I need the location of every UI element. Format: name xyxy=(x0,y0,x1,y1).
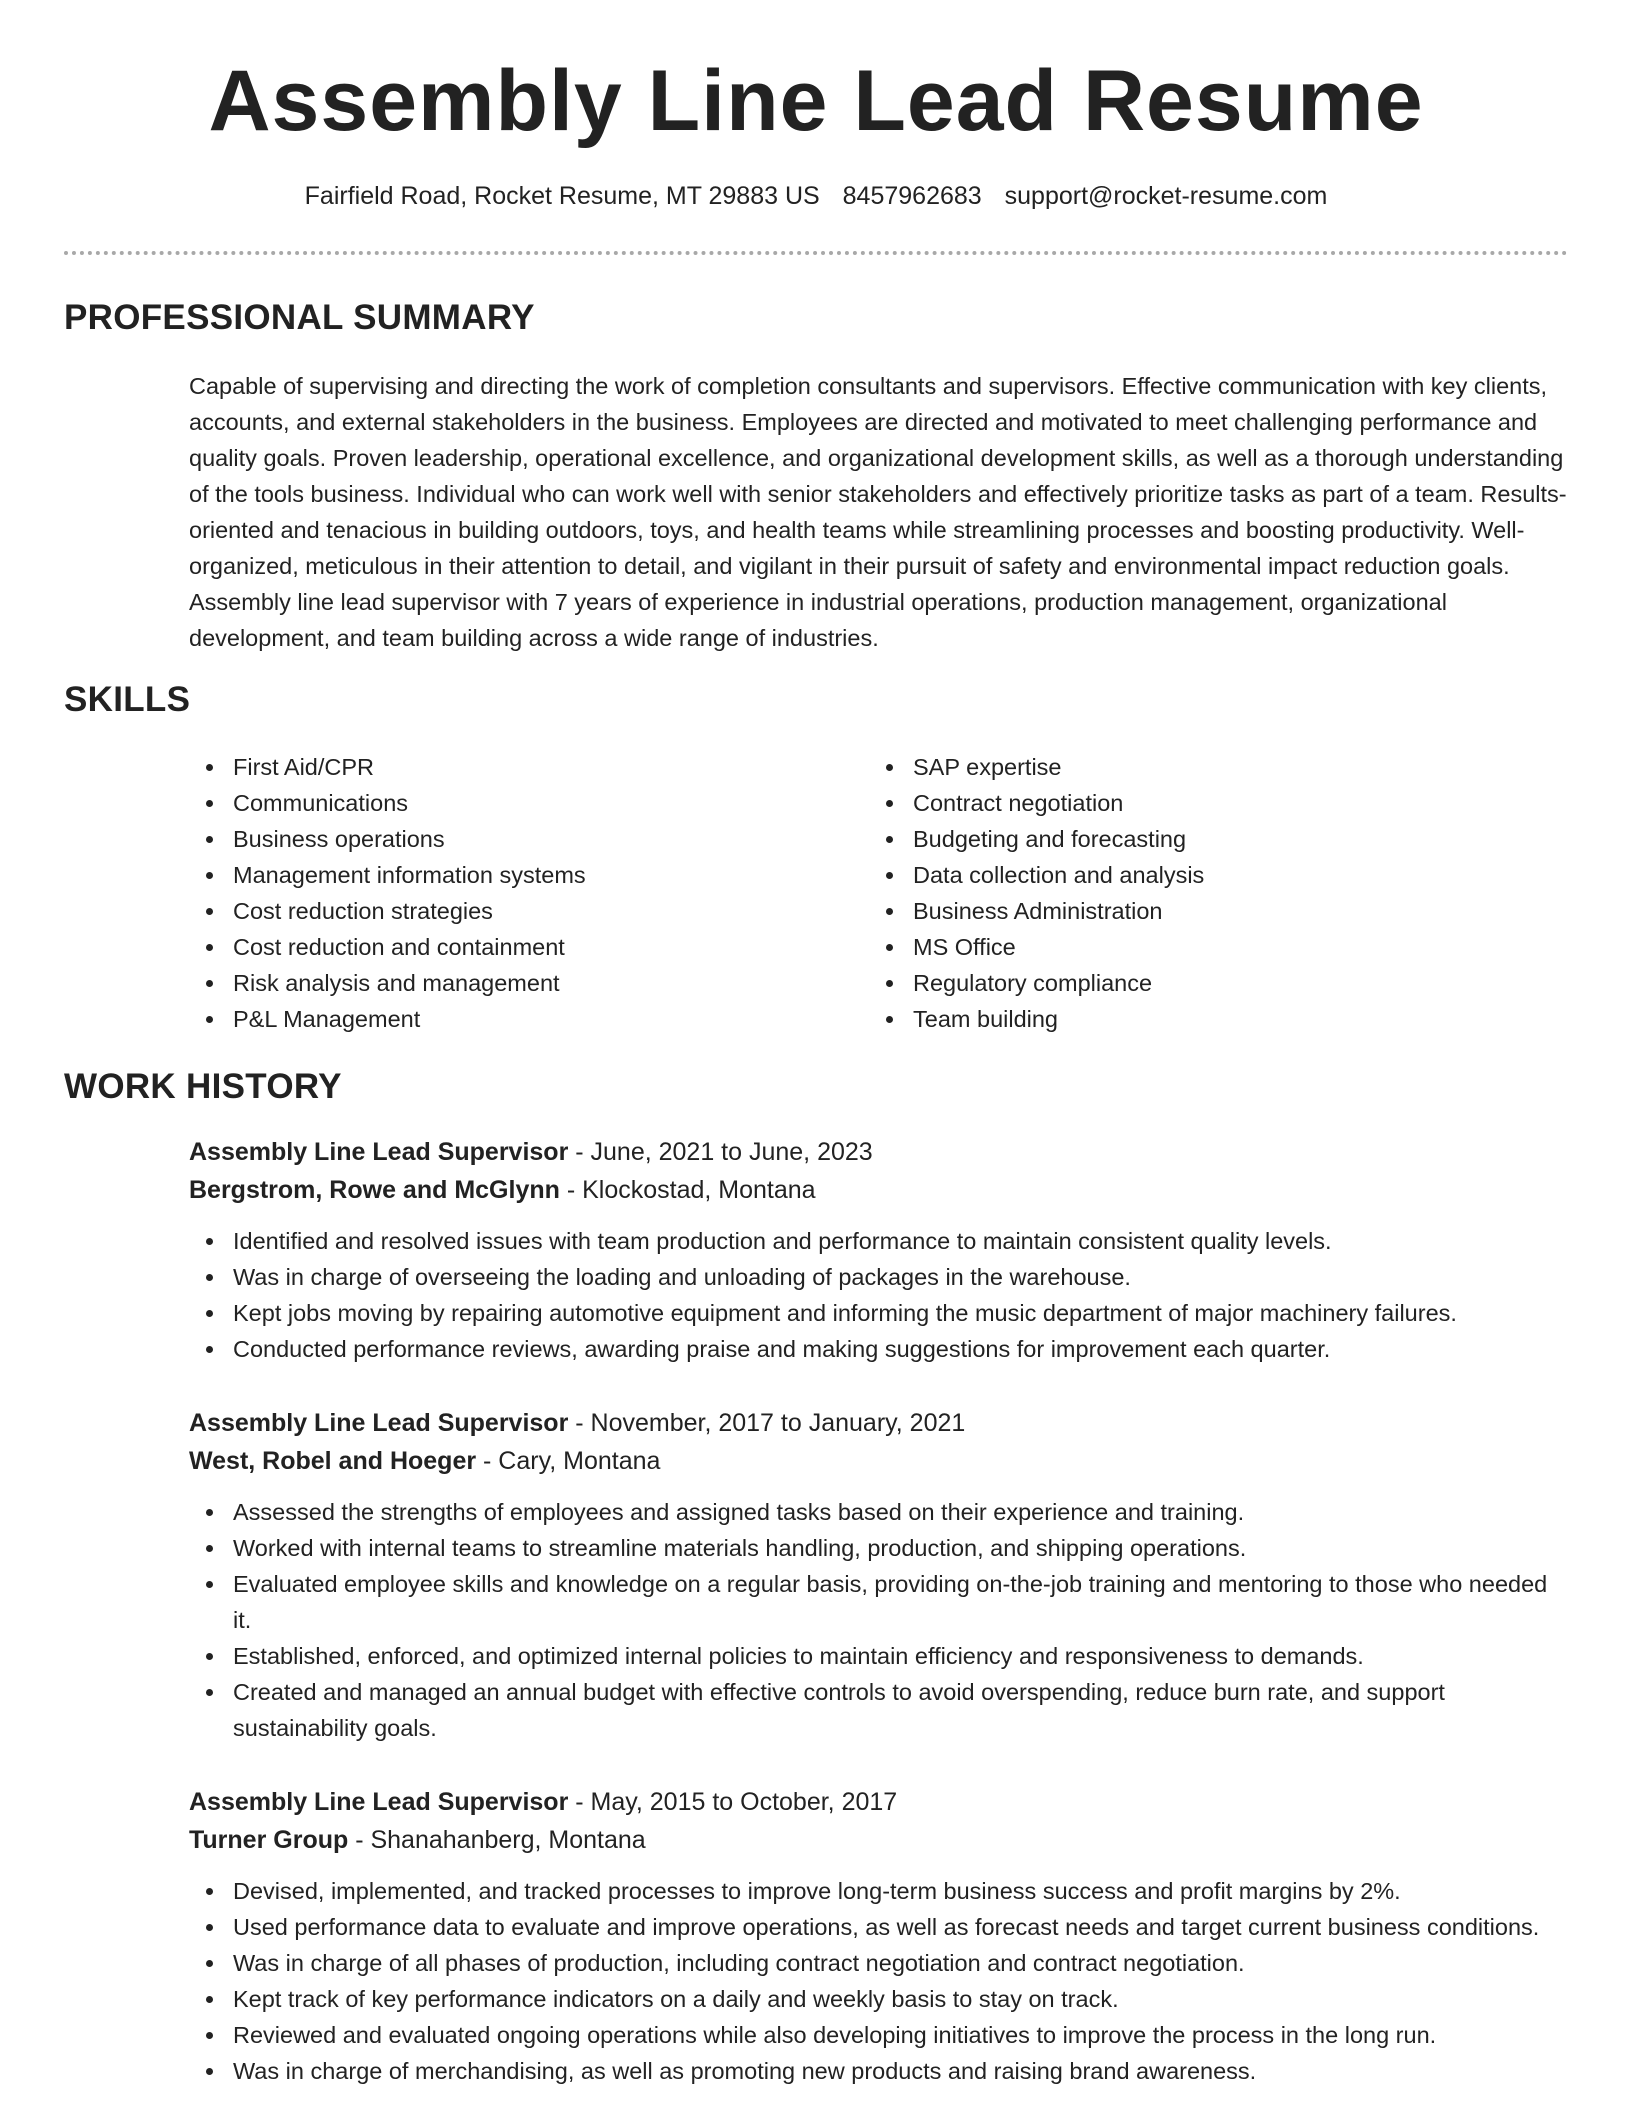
job-entry xyxy=(189,1404,1569,1746)
skill-item: Business operations xyxy=(189,821,869,857)
skill-item: Budgeting and forecasting xyxy=(869,821,1549,857)
skills-list xyxy=(189,749,1569,1037)
job-bullet: Identified and resolved issues with team production and performance to maintain consistent quality levels. xyxy=(189,1223,1569,1259)
skill-item: Data collection and analysis xyxy=(869,857,1549,893)
job-dates: - May, 2015 to October, 2017 xyxy=(568,1788,898,1816)
job-bullet: Was in charge of merchandising, as well as promoting new products and raising brand awareness. xyxy=(189,2053,1569,2089)
job-bullets xyxy=(189,1873,1569,2089)
job-location: - Cary, Montana xyxy=(476,1447,661,1475)
job-bullet: Created and managed an annual budget with effective controls to avoid overspending, reduce burn rate, and support sustainability goals. xyxy=(189,1674,1569,1746)
skill-item: Risk analysis and management xyxy=(189,965,869,1001)
contact-line xyxy=(0,182,1632,211)
skill-item: Cost reduction strategies xyxy=(189,893,869,929)
job-location: - Shanahanberg, Montana xyxy=(348,1826,646,1854)
job-bullet: Conducted performance reviews, awarding praise and making suggestions for improvement each quarter. xyxy=(189,1331,1569,1367)
job-company-line xyxy=(189,1171,1569,1209)
skill-item: First Aid/CPR xyxy=(189,749,869,785)
skill-item: P&L Management xyxy=(189,1001,869,1037)
job-entry xyxy=(189,1133,1569,1367)
job-bullet: Established, enforced, and optimized internal policies to maintain efficiency and responsiveness to demands. xyxy=(189,1638,1569,1674)
skills-column-left xyxy=(189,749,869,1037)
job-company: Bergstrom, Rowe and McGlynn xyxy=(189,1176,560,1204)
skill-item: SAP expertise xyxy=(869,749,1549,785)
job-title: Assembly Line Lead Supervisor xyxy=(189,1409,569,1437)
contact-phone: 8457962683 xyxy=(842,182,982,210)
contact-address: Fairfield Road, Rocket Resume, MT 29883 US xyxy=(304,182,820,210)
skill-item: MS Office xyxy=(869,929,1549,965)
job-company-line xyxy=(189,1442,1569,1480)
skills-heading: SKILLS xyxy=(64,680,191,719)
job-title-line xyxy=(189,1404,1569,1442)
skill-item: Contract negotiation xyxy=(869,785,1549,821)
job-bullet: Assessed the strengths of employees and assigned tasks based on their experience and training. xyxy=(189,1494,1569,1530)
job-bullet: Evaluated employee skills and knowledge on a regular basis, providing on-the-job training and mentoring to those who needed it. xyxy=(189,1566,1569,1638)
job-dates: - June, 2021 to June, 2023 xyxy=(568,1138,873,1166)
job-bullet: Was in charge of all phases of production, including contract negotiation and contract negotiation. xyxy=(189,1945,1569,1981)
job-bullet: Devised, implemented, and tracked processes to improve long-term business success and profit margins by 2%. xyxy=(189,1873,1569,1909)
job-dates: - November, 2017 to January, 2021 xyxy=(568,1409,966,1437)
header-divider xyxy=(64,251,1568,255)
skill-item: Communications xyxy=(189,785,869,821)
job-title: Assembly Line Lead Supervisor xyxy=(189,1138,569,1166)
contact-email: support@rocket-resume.com xyxy=(1004,182,1328,210)
summary-text: Capable of supervising and directing the work of completion consultants and supervisors. Effective communication with key clients, accounts, and external stakeholders in the business. Employees are directed and motivated to meet challenging performance and quality goals. Proven leadership, operational excellence, and organizational development skills, as well as a thorough understanding of the tools business. Individual who can work well with senior stakeholders and effectively prioritize tasks as part of a team. Results-oriented and tenacious in building outdoors, toys, and health teams while streamlining processes and boosting productivity. Well-organized, meticulous in their attention to detail, and vigilant in their pursuit of safety and environmental impact reduction goals. Assembly line lead supervisor with 7 years of experience in industrial operations, production management, organizational development, and team building across a wide range of industries. xyxy=(189,373,1567,651)
job-bullet: Kept track of key performance indicators on a daily and weekly basis to stay on track. xyxy=(189,1981,1569,2017)
job-title-line xyxy=(189,1783,1569,1821)
job-title-line xyxy=(189,1133,1569,1171)
job-title: Assembly Line Lead Supervisor xyxy=(189,1788,569,1816)
work-history-heading: WORK HISTORY xyxy=(64,1067,342,1106)
skill-item: Regulatory compliance xyxy=(869,965,1549,1001)
resume-title: Assembly Line Lead Resume xyxy=(208,53,1424,149)
job-bullet: Worked with internal teams to streamline materials handling, production, and shipping operations. xyxy=(189,1530,1569,1566)
job-bullet: Was in charge of overseeing the loading and unloading of packages in the warehouse. xyxy=(189,1259,1569,1295)
skill-item: Management information systems xyxy=(189,857,869,893)
job-location: - Klockostad, Montana xyxy=(559,1176,816,1204)
job-company: Turner Group xyxy=(189,1826,349,1854)
job-company: West, Robel and Hoeger xyxy=(189,1447,477,1475)
job-bullets xyxy=(189,1494,1569,1746)
skill-item: Business Administration xyxy=(869,893,1549,929)
job-bullet: Kept jobs moving by repairing automotive equipment and informing the music department of major machinery failures. xyxy=(189,1295,1569,1331)
skills-column-right xyxy=(869,749,1549,1037)
job-bullet: Used performance data to evaluate and improve operations, as well as forecast needs and target current business conditions. xyxy=(189,1909,1569,1945)
job-entry xyxy=(189,1783,1569,2089)
job-bullets xyxy=(189,1223,1569,1367)
skill-item: Team building xyxy=(869,1001,1549,1037)
summary-heading: PROFESSIONAL SUMMARY xyxy=(64,298,535,337)
job-bullet: Reviewed and evaluated ongoing operations while also developing initiatives to improve the process in the long run. xyxy=(189,2017,1569,2053)
skill-item: Cost reduction and containment xyxy=(189,929,869,965)
job-company-line xyxy=(189,1821,1569,1859)
